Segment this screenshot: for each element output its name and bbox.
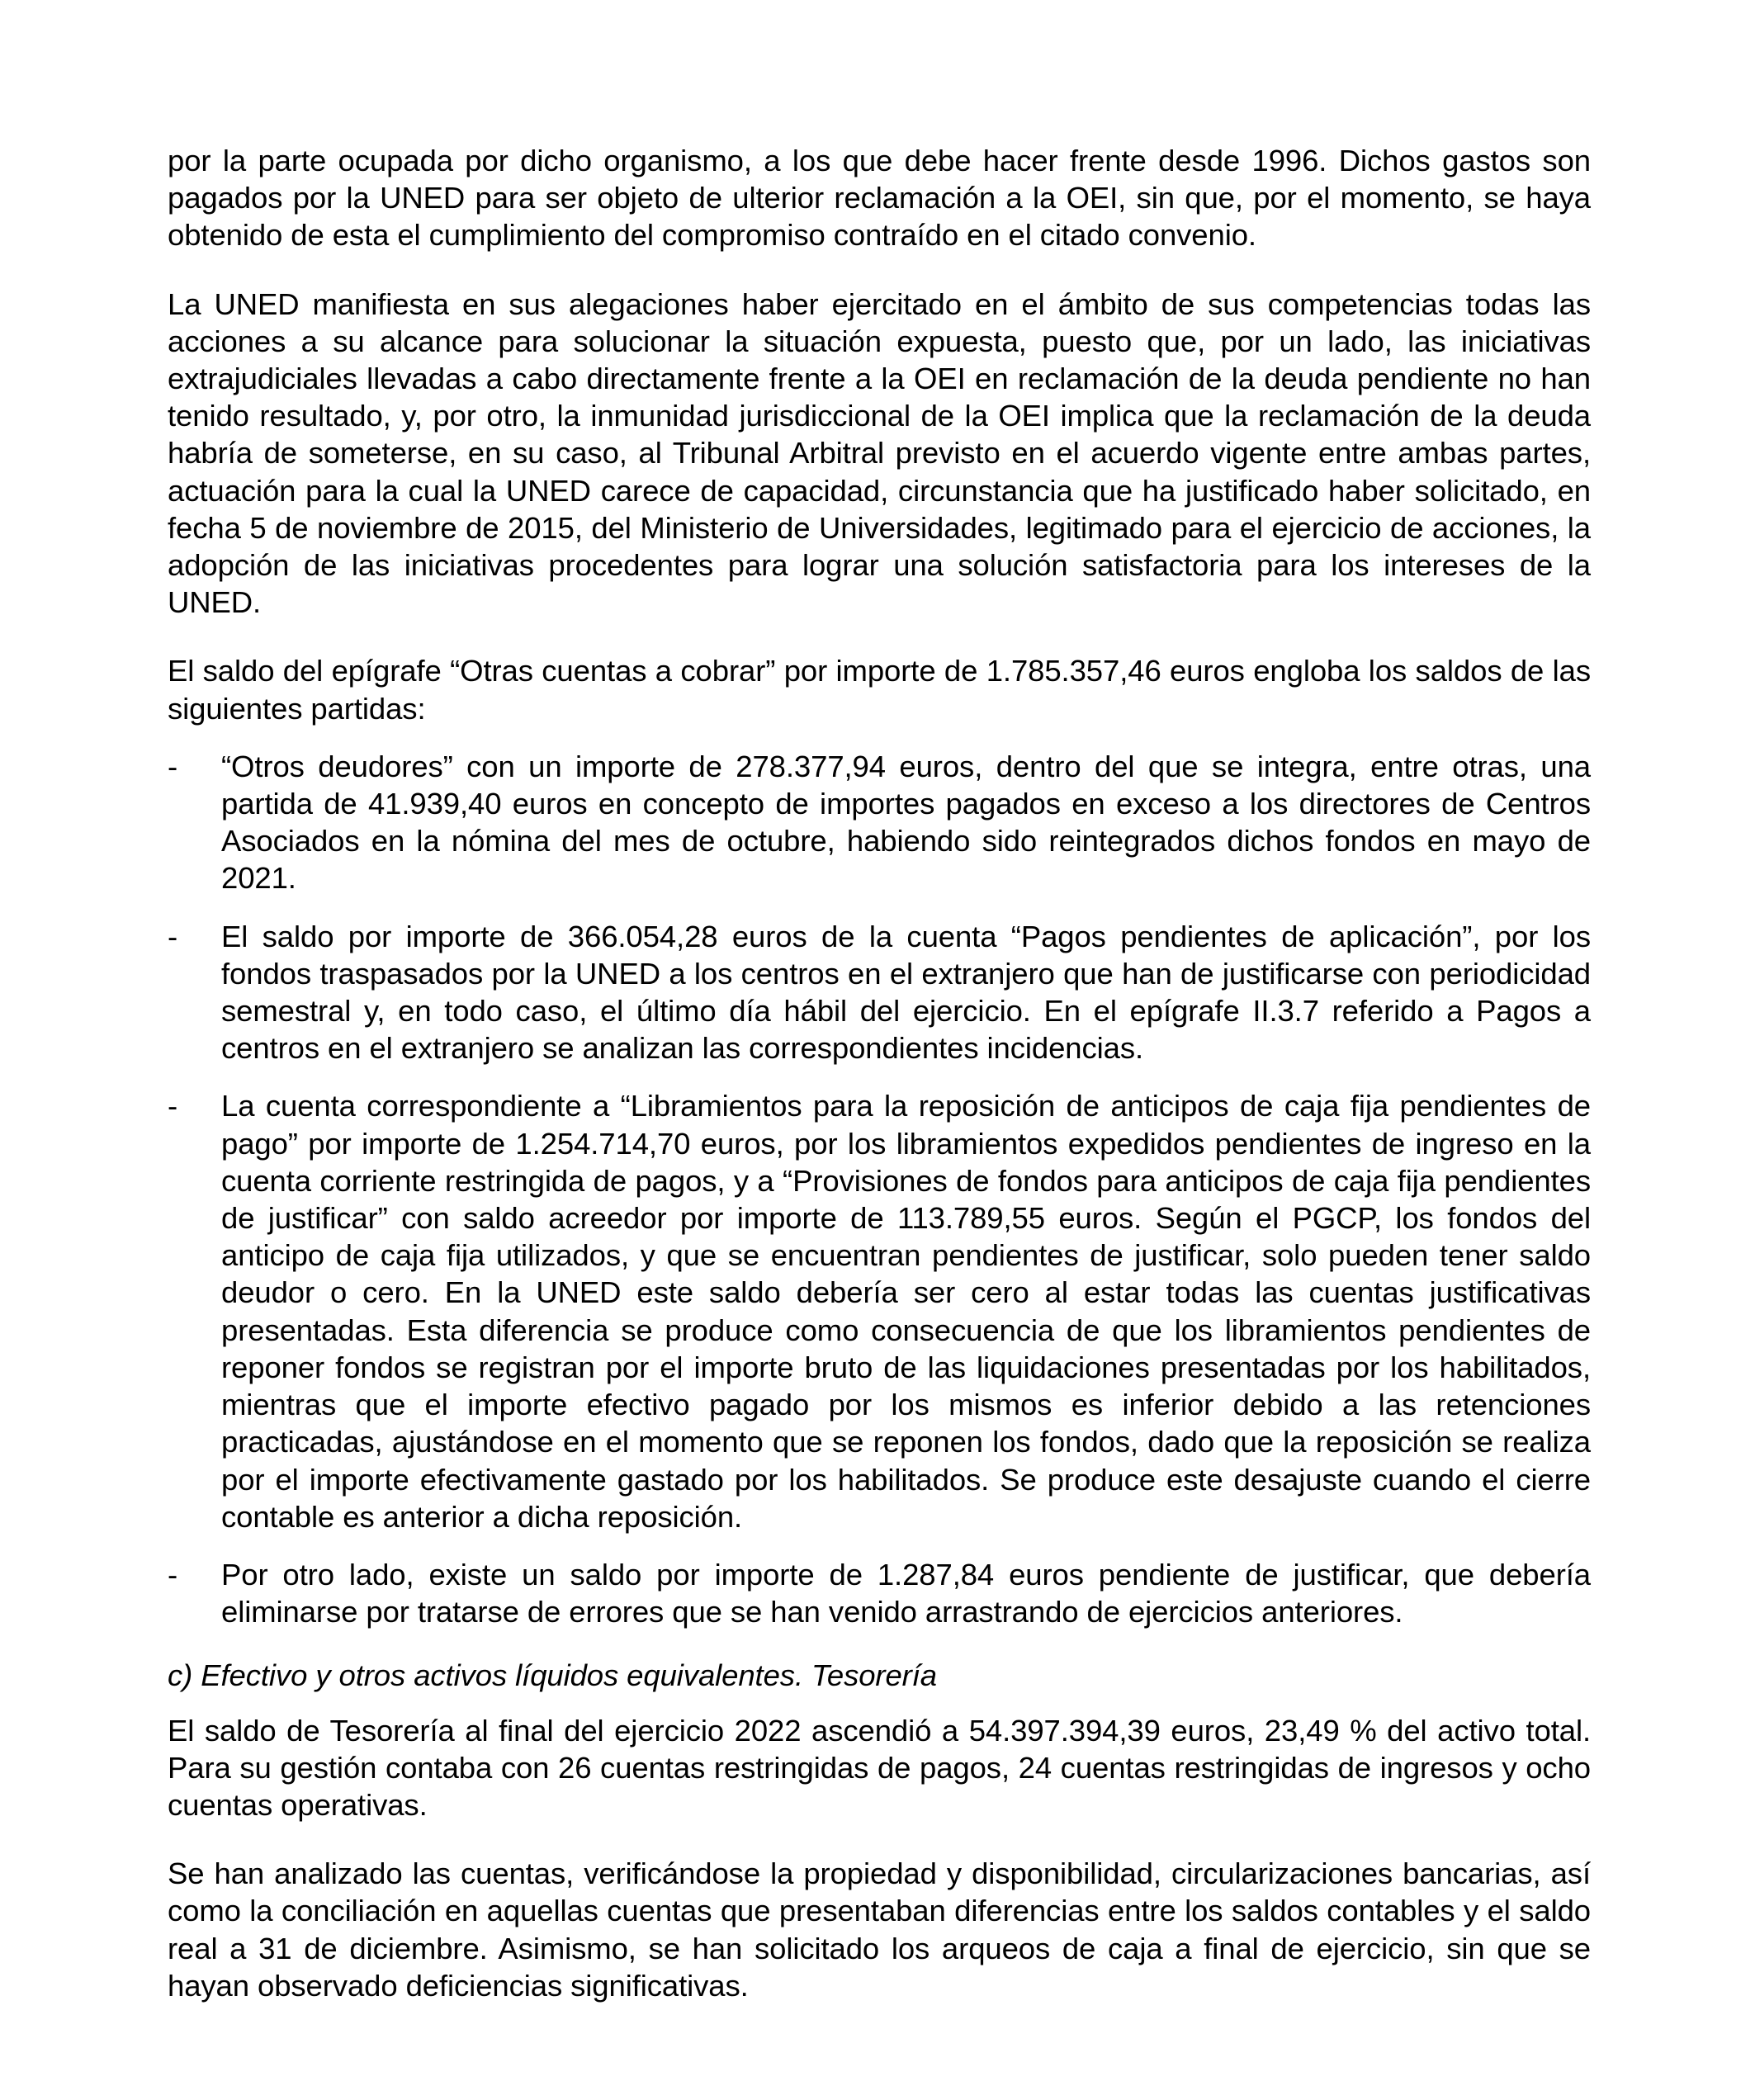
list-item-text: “Otros deudores” con un importe de 278.377,94 euros, dentro del que se integra, entre otras, una partida de 41.939,40 euros en concepto de importes pagados en exceso a los directores de Centros Asociados en la nómina del mes de octubre, habiendo sido reintegrados dichos fondos en mayo de 2021.	[221, 749, 1591, 896]
list-item-text: La cuenta correspondiente a “Libramientos para la reposición de anticipos de caja fija pendientes de pago” por importe de 1.254.714,70 euros, por los libramientos expedidos pendientes de ingreso en la cuenta corriente restringida de pagos, y a “Provisiones de fondos para anticipos de caja fija pendientes de justificar” con saldo acreedor por importe de 113.789,55 euros. Según el PGCP, los fondos del anticipo de caja fija utilizados, y que se encuentran pendientes de justificar, solo pueden tener saldo deudor o cero. En la UNED este saldo debería ser cero al estar todas las cuentas justificativas presentadas. Esta diferencia se produce como consecuencia de que los libramientos pendientes de reponer fondos se registran por el importe bruto de las liquidaciones presentadas por los habilitados, mientras que el importe efectivo pagado por los mismos es inferior debido a las retenciones practicadas, ajustándose en el momento que se reponen los fondos, dado que la reposición se realiza por el importe efectivamente gastado por los habilitados. Se produce este desajuste cuando el cierre contable es anterior a dicha reposición.	[221, 1089, 1591, 1534]
list-item	[168, 1087, 1591, 1535]
dash-bullet-icon: -	[168, 1557, 178, 1592]
paragraph-other-receivables-intro: El saldo del epígrafe “Otras cuentas a cobrar” por importe de 1.785.357,46 euros engloba los saldos de las siguientes partidas:	[168, 654, 1591, 726]
document-page	[168, 142, 1591, 2036]
paragraph-accounts-analysis: Se han analizado las cuentas, verificándose la propiedad y disponibilidad, circularizaciones bancarias, así como la conciliación en aquellas cuentas que presentaban diferencias entre los saldos contables y el saldo real a 31 de diciembre. Asimismo, se han solicitado los arqueos de caja a final de ejercicio, sin que se hayan observado deficiencias significativas.	[168, 1856, 1591, 2003]
section-heading-treasury: c) Efectivo y otros activos líquidos equivalentes. Tesorería	[168, 1658, 937, 1693]
paragraph-uned-allegations: La UNED manifiesta en sus alegaciones haber ejercitado en el ámbito de sus competencias todas las acciones a su alcance para solucionar la situación expuesta, puesto que, por un lado, las iniciativas extrajudiciales llevadas a cabo directamente frente a la OEI en reclamación de la deuda pendiente no han tenido resultado, y, por otro, la inmunidad jurisdiccional de la OEI implica que la reclamación de la deuda habría de someterse, en su caso, al Tribunal Arbitral previsto en el acuerdo vigente entre ambas partes, actuación para la cual la UNED carece de capacidad, circunstancia que ha justificado haber solicitado, en fecha 5 de noviembre de 2015, del Ministerio de Universidades, legitimado para el ejercicio de acciones, la adopción de las iniciativas procedentes para lograr una solución satisfactoria para los intereses de la UNED.	[168, 286, 1591, 620]
dash-bullet-icon: -	[168, 1089, 178, 1123]
paragraph-oei-expenses: por la parte ocupada por dicho organismo, a los que debe hacer frente desde 1996. Dichos gastos son pagados por la UNED para ser objeto de ulterior reclamación a la OEI, sin que, por el momento, se haya obtenido de esta el cumplimiento del compromiso contraído en el citado convenio.	[168, 144, 1591, 253]
dash-bullet-icon: -	[168, 919, 178, 953]
list-item	[168, 1556, 1591, 1630]
list-item-text: Por otro lado, existe un saldo por importe de 1.287,84 euros pendiente de justificar, que debería eliminarse por tratarse de errores que se han venido arrastrando de ejercicios anteriores.	[221, 1557, 1591, 1629]
list-item	[168, 918, 1591, 1067]
list-item-text: El saldo por importe de 366.054,28 euros de la cuenta “Pagos pendientes de aplicación”, por los fondos traspasados por la UNED a los centros en el extranjero que han de justificarse con periodicidad semestral y, en todo caso, el último día hábil del ejercicio. En el epígrafe II.3.7 referido a Pagos a centros en el extranjero se analizan las correspondientes incidencias.	[221, 919, 1591, 1066]
receivables-list	[168, 748, 1591, 1630]
dash-bullet-icon: -	[168, 749, 178, 783]
list-item	[168, 748, 1591, 897]
paragraph-treasury-balance: El saldo de Tesorería al final del ejercicio 2022 ascendió a 54.397.394,39 euros, 23,49 % del activo total. Para su gestión contaba con 26 cuentas restringidas de pagos, 24 cuentas restringidas de ingresos y ocho cuentas operativas.	[168, 1713, 1591, 1822]
